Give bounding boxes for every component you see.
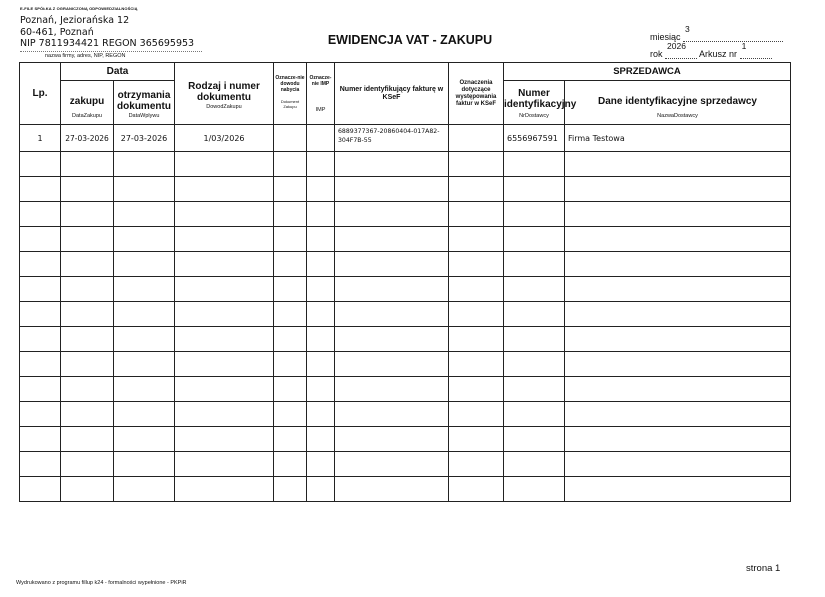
empty-cell [307,352,335,377]
empty-cell [114,202,175,227]
empty-cell [307,327,335,352]
table-row-empty [20,227,791,252]
empty-cell [20,377,61,402]
empty-cell [335,202,449,227]
empty-cell [274,402,307,427]
empty-cell [504,452,565,477]
empty-cell [114,302,175,327]
month-value: 3 [685,24,690,34]
empty-cell [565,452,791,477]
empty-cell [61,152,114,177]
empty-cell [565,227,791,252]
empty-cell [61,402,114,427]
empty-cell [335,152,449,177]
empty-cell [175,202,274,227]
header-zakupu-label: zakupu [69,95,105,107]
empty-cell [175,277,274,302]
empty-cell [335,227,449,252]
table-row-empty [20,402,791,427]
empty-cell [61,252,114,277]
header-rodzaj-label: Rodzaj i numer dokumentu [188,80,260,103]
table-row-empty [20,202,791,227]
company-legal-name: E-FILE SPÓŁKA Z OGRANICZONĄ ODPOWIEDZIALNOŚCIĄ [20,6,138,11]
empty-cell [61,227,114,252]
empty-cell [307,477,335,502]
header-oznaczenie-imp-box [307,73,334,115]
company-street: Poznań, Jeziorańska 12 [20,15,130,26]
table-row [20,125,791,152]
header-oznaczenie-imp-label: Oznacze-nie IMP [309,74,332,87]
empty-cell [565,402,791,427]
table-row-empty [20,452,791,477]
company-caption: nazwa firmy, adres, NIP, REGON [20,51,202,60]
empty-cell [114,452,175,477]
table-row-empty [20,177,791,202]
header-rodzaj-box [175,73,273,115]
empty-cell [114,427,175,452]
table-row-empty [20,152,791,177]
empty-cell [565,327,791,352]
header-dane-id-box [565,82,790,124]
empty-cell [61,477,114,502]
empty-cell [504,352,565,377]
cell-lp: 1 [20,125,61,152]
empty-cell [565,177,791,202]
empty-cell [114,377,175,402]
empty-cell [274,202,307,227]
cell-seller-nip: 6556967591 [504,125,565,152]
empty-cell [61,302,114,327]
empty-cell [175,402,274,427]
empty-cell [20,402,61,427]
empty-cell [61,377,114,402]
empty-cell [61,327,114,352]
empty-cell [114,277,175,302]
table-row-empty [20,252,791,277]
empty-cell [335,252,449,277]
empty-cell [449,202,504,227]
cell-purchase-date: 27-03-2026 [61,125,114,152]
empty-cell [274,452,307,477]
year-field [665,41,697,59]
empty-cell [449,427,504,452]
empty-cell [114,327,175,352]
empty-cell [274,252,307,277]
empty-cell [449,477,504,502]
empty-cell [565,202,791,227]
register-body [20,125,791,502]
empty-cell [504,402,565,427]
empty-cell [565,377,791,402]
header-otrzymania-field: DataWplywu [128,112,160,119]
header-oznaczenie-imp-field: IMP [315,106,326,113]
empty-cell [114,252,175,277]
empty-cell [61,427,114,452]
header-zakupu-box [61,82,113,124]
year-value: 2026 [667,41,686,51]
month-label: miesiąc [650,32,681,42]
period-block [650,24,783,64]
empty-cell [20,277,61,302]
empty-cell [504,252,565,277]
empty-cell [114,402,175,427]
empty-cell [335,302,449,327]
empty-cell [335,477,449,502]
empty-cell [61,452,114,477]
header-otrzymania-box [114,82,174,124]
vat-purchase-register-table [19,62,791,502]
empty-cell [307,452,335,477]
empty-cell [335,452,449,477]
header-data: Data [61,63,175,81]
table-row-empty [20,302,791,327]
table-row-empty [20,327,791,352]
header-numer-id-box [504,82,577,124]
cell-proof-mark [274,125,307,152]
header-oznaczenie-dowodu-label: Oznacze-nie dowodu nabycia [275,74,305,93]
header-zakupu [61,81,114,125]
empty-cell [565,427,791,452]
empty-cell [449,152,504,177]
empty-cell [449,252,504,277]
empty-cell [175,452,274,477]
empty-cell [335,327,449,352]
sheet-value: 1 [741,41,747,51]
empty-cell [274,227,307,252]
empty-cell [504,177,565,202]
page-title: EWIDENCJA VAT - ZAKUPU [327,33,493,47]
empty-cell [449,452,504,477]
empty-cell [449,352,504,377]
header-dane-id [565,81,791,125]
empty-cell [307,377,335,402]
empty-cell [20,302,61,327]
empty-cell [449,402,504,427]
empty-cell [20,427,61,452]
empty-cell [114,352,175,377]
table-row-empty [20,427,791,452]
empty-cell [61,277,114,302]
cell-seller-name: Firma Testowa [565,125,791,152]
empty-cell [307,227,335,252]
page-number: strona 1 [746,563,781,574]
empty-cell [504,302,565,327]
header-otrzymania-label: otrzymania dokumentu [117,89,171,112]
empty-cell [274,477,307,502]
empty-cell [20,177,61,202]
header-dane-id-label: Dane identyfikacyjne sprzedawcy [598,95,757,107]
empty-cell [565,302,791,327]
cell-receipt-date: 27-03-2026 [114,125,175,152]
empty-cell [565,152,791,177]
empty-cell [20,352,61,377]
header-oznaczenie-dowodu-field: Dokument Zakupu [280,98,300,109]
header-sprzedawca: SPRZEDAWCA [504,63,791,81]
table-row-empty [20,277,791,302]
cell-document: 1/03/2026 [175,125,274,152]
year-label: rok [650,49,663,59]
header-numer-id-field: NrDostawcy [519,112,549,119]
empty-cell [504,477,565,502]
empty-cell [449,177,504,202]
sheet-label: Arkusz nr [699,49,738,59]
empty-cell [335,402,449,427]
empty-cell [20,227,61,252]
empty-cell [504,152,565,177]
empty-cell [20,477,61,502]
table-row-empty [20,377,791,402]
empty-cell [20,252,61,277]
print-footer: Wydrukowano z programu fillup k24 - formalności wypełnione - PKPiR [16,580,187,586]
empty-cell [175,227,274,252]
table-row-empty [20,352,791,377]
empty-cell [274,427,307,452]
header-rodzaj-field: DowodZakupu [206,103,242,110]
header-row-1 [20,63,791,81]
empty-cell [504,427,565,452]
empty-cell [307,277,335,302]
empty-cell [449,277,504,302]
company-block [20,7,202,59]
empty-cell [449,302,504,327]
header-zakupu-field: DataZakupu [72,112,102,119]
empty-cell [565,252,791,277]
empty-cell [175,477,274,502]
company-city: 60-461, Poznań [20,26,94,38]
empty-cell [61,177,114,202]
header-oznaczenie-dowodu [274,63,307,125]
empty-cell [61,352,114,377]
empty-cell [175,302,274,327]
empty-cell [274,177,307,202]
empty-cell [175,377,274,402]
empty-cell [307,152,335,177]
empty-cell [307,252,335,277]
empty-cell [504,202,565,227]
empty-cell [274,302,307,327]
month-field [683,24,783,42]
empty-cell [175,177,274,202]
empty-cell [504,377,565,402]
header-rodzaj [175,63,274,125]
empty-cell [274,377,307,402]
empty-cell [274,277,307,302]
empty-cell [175,152,274,177]
empty-cell [175,252,274,277]
header-numer-id-label: Numer identyfikacyjny [504,87,577,110]
empty-cell [175,352,274,377]
empty-cell [114,477,175,502]
empty-cell [307,177,335,202]
empty-cell [449,227,504,252]
empty-cell [274,152,307,177]
empty-cell [114,152,175,177]
empty-cell [335,352,449,377]
empty-cell [335,277,449,302]
empty-cell [504,277,565,302]
empty-cell [504,327,565,352]
empty-cell [20,152,61,177]
empty-cell [335,177,449,202]
empty-cell [335,377,449,402]
header-oznaczenie-imp [307,63,335,125]
empty-cell [274,352,307,377]
empty-cell [335,427,449,452]
header-ksef-flags: Oznaczenia dotyczące występowania faktur w KSeF [449,63,504,125]
empty-cell [175,327,274,352]
empty-cell [307,427,335,452]
empty-cell [20,202,61,227]
empty-cell [565,352,791,377]
empty-cell [307,402,335,427]
header-numer-id [504,81,577,125]
cell-ksef-number: 6889377367-20860404-017A82-304F7B-55 [335,125,449,152]
header-dane-id-field: NazwaDostawcy [657,112,698,119]
empty-cell [114,227,175,252]
empty-cell [61,202,114,227]
empty-cell [20,327,61,352]
cell-ksef-flag [449,125,504,152]
empty-cell [504,227,565,252]
empty-cell [307,302,335,327]
header-ksef-number: Numer identyfikujący fakturę w KSeF [335,63,449,125]
sheet-field [740,41,772,59]
empty-cell [114,177,175,202]
empty-cell [565,477,791,502]
cell-imp [307,125,335,152]
header-lp: Lp. [20,63,61,125]
header-oznaczenie-dowodu-box [274,73,306,115]
empty-cell [307,202,335,227]
company-tax-ids: NIP 7811934421 REGON 365695953 [20,38,195,49]
table-row-empty [20,477,791,502]
empty-cell [449,377,504,402]
empty-cell [565,277,791,302]
empty-cell [449,327,504,352]
empty-cell [175,427,274,452]
header-otrzymania [114,81,175,125]
empty-cell [20,452,61,477]
empty-cell [274,327,307,352]
